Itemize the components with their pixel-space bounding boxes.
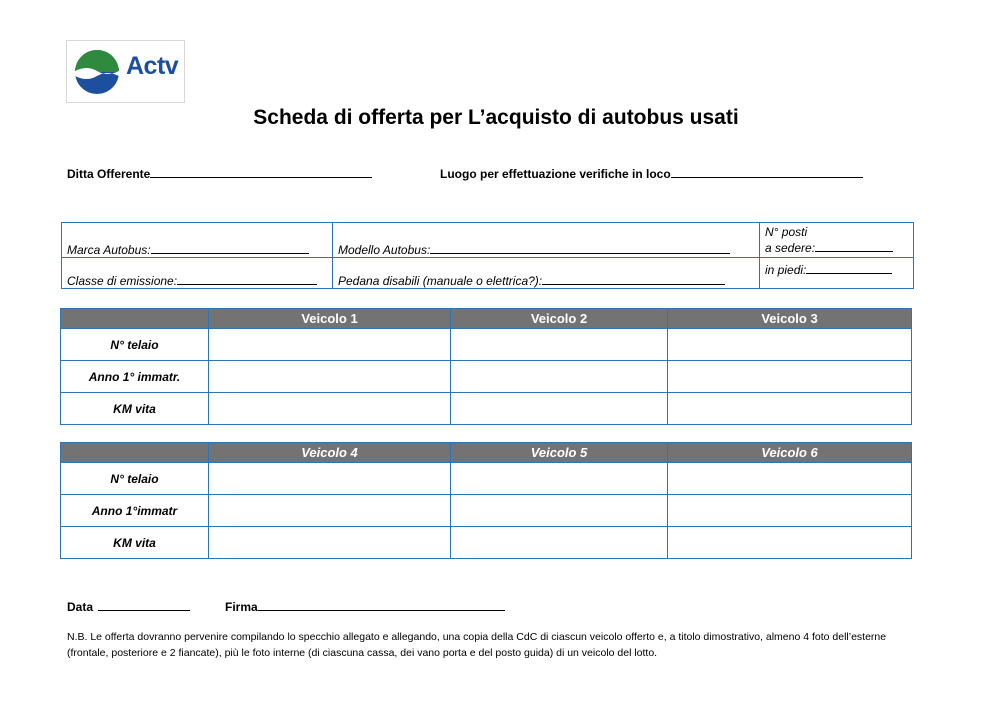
- input-cell-v6-telaio[interactable]: [668, 463, 912, 495]
- classe-emissione-cell[interactable]: [62, 258, 333, 289]
- marca-autobus-cell[interactable]: [62, 223, 333, 258]
- row-label-telaio: N° telaio: [61, 329, 209, 361]
- luogo-verifiche-blank[interactable]: [671, 166, 863, 178]
- classe-emissione-label: Classe di emissione:: [67, 274, 178, 288]
- classe-emissione-blank[interactable]: [177, 273, 317, 285]
- actv-logo-icon: [73, 49, 121, 95]
- ditta-offerente-field[interactable]: [67, 166, 372, 181]
- header-veicolo-6: Veicolo 6: [668, 443, 912, 463]
- input-cell-v4-telaio[interactable]: [209, 463, 451, 495]
- row-label-anno: Anno 1° immatr.: [61, 361, 209, 393]
- luogo-verifiche-field[interactable]: [440, 166, 863, 181]
- in-piedi-label: in piedi:: [765, 263, 807, 277]
- input-cell-v5-anno[interactable]: [451, 495, 668, 527]
- input-cell-v4-km[interactable]: [209, 527, 451, 559]
- marca-autobus-blank[interactable]: [151, 242, 309, 254]
- ditta-offerente-label: Ditta Offerente: [67, 167, 151, 181]
- input-cell-v4-anno[interactable]: [209, 495, 451, 527]
- in-piedi-blank[interactable]: [806, 262, 892, 274]
- luogo-verifiche-label: Luogo per effettuazione verifiche in loco: [440, 167, 671, 181]
- a-sedere-blank[interactable]: [815, 240, 893, 252]
- input-cell-v2-km[interactable]: [451, 393, 668, 425]
- footnote: N.B. Le offerta dovranno pervenire compilando lo specchio allegato e allegando, una copia della CdC di ciascun veicolo offerto e, a titolo dimostrativo, almeno 4 foto dell’esterne (frontale, posteriore e 2 fiancate), più le foto interne (di ciascuna cassa, dei vano porta e del posto guida) di un veicolo del lotto.: [67, 631, 887, 659]
- data-label: Data: [67, 600, 94, 614]
- table-row: [61, 329, 912, 361]
- table-row: [61, 495, 912, 527]
- data-blank[interactable]: [98, 599, 190, 611]
- input-cell-v3-telaio[interactable]: [668, 329, 912, 361]
- vehicle-info-table: [61, 222, 914, 289]
- vehicle-table-2-corner: [61, 443, 209, 463]
- header-veicolo-4: Veicolo 4: [209, 443, 451, 463]
- posti-a-sedere-cell[interactable]: [760, 223, 914, 258]
- input-cell-v6-km[interactable]: [668, 527, 912, 559]
- input-cell-v3-anno[interactable]: [668, 361, 912, 393]
- company-logo: [66, 40, 185, 103]
- input-cell-v6-anno[interactable]: [668, 495, 912, 527]
- input-cell-v5-km[interactable]: [451, 527, 668, 559]
- pedana-disabili-label: Pedana disabili (manuale o elettrica?):: [338, 274, 543, 288]
- vehicle-table-1: [60, 308, 912, 425]
- pedana-disabili-blank[interactable]: [542, 273, 725, 285]
- vehicle-table-1-corner: [61, 309, 209, 329]
- firma-label: Firma: [225, 600, 258, 614]
- posti-title: N° posti: [765, 225, 808, 239]
- row-label-telaio: N° telaio: [61, 463, 209, 495]
- data-field[interactable]: [67, 599, 190, 614]
- header-veicolo-2: Veicolo 2: [451, 309, 668, 329]
- row-label-km: KM vita: [61, 393, 209, 425]
- pedana-disabili-cell[interactable]: [333, 258, 760, 289]
- page-title: Scheda di offerta per L’acquisto di autobus usati: [253, 106, 739, 129]
- input-cell-v3-km[interactable]: [668, 393, 912, 425]
- table-row: [61, 393, 912, 425]
- header-veicolo-5: Veicolo 5: [451, 443, 668, 463]
- table-row: [61, 463, 912, 495]
- table-row: [61, 527, 912, 559]
- a-sedere-label: a sedere:: [765, 241, 816, 255]
- in-piedi-cell[interactable]: [760, 258, 914, 289]
- input-cell-v1-anno[interactable]: [209, 361, 451, 393]
- logo-text: Actv: [126, 52, 179, 80]
- modello-autobus-label: Modello Autobus:: [338, 243, 431, 257]
- header-veicolo-1: Veicolo 1: [209, 309, 451, 329]
- input-cell-v1-telaio[interactable]: [209, 329, 451, 361]
- modello-autobus-cell[interactable]: [333, 223, 760, 258]
- modello-autobus-blank[interactable]: [430, 242, 730, 254]
- input-cell-v2-anno[interactable]: [451, 361, 668, 393]
- input-cell-v2-telaio[interactable]: [451, 329, 668, 361]
- input-cell-v5-telaio[interactable]: [451, 463, 668, 495]
- row-label-anno: Anno 1°immatr: [61, 495, 209, 527]
- marca-autobus-label: Marca Autobus:: [67, 243, 151, 257]
- ditta-offerente-blank[interactable]: [150, 166, 372, 178]
- row-label-km: KM vita: [61, 527, 209, 559]
- firma-field[interactable]: [225, 599, 505, 614]
- firma-blank[interactable]: [258, 599, 505, 611]
- header-veicolo-3: Veicolo 3: [668, 309, 912, 329]
- vehicle-table-2: [60, 442, 912, 559]
- table-row: [61, 361, 912, 393]
- input-cell-v1-km[interactable]: [209, 393, 451, 425]
